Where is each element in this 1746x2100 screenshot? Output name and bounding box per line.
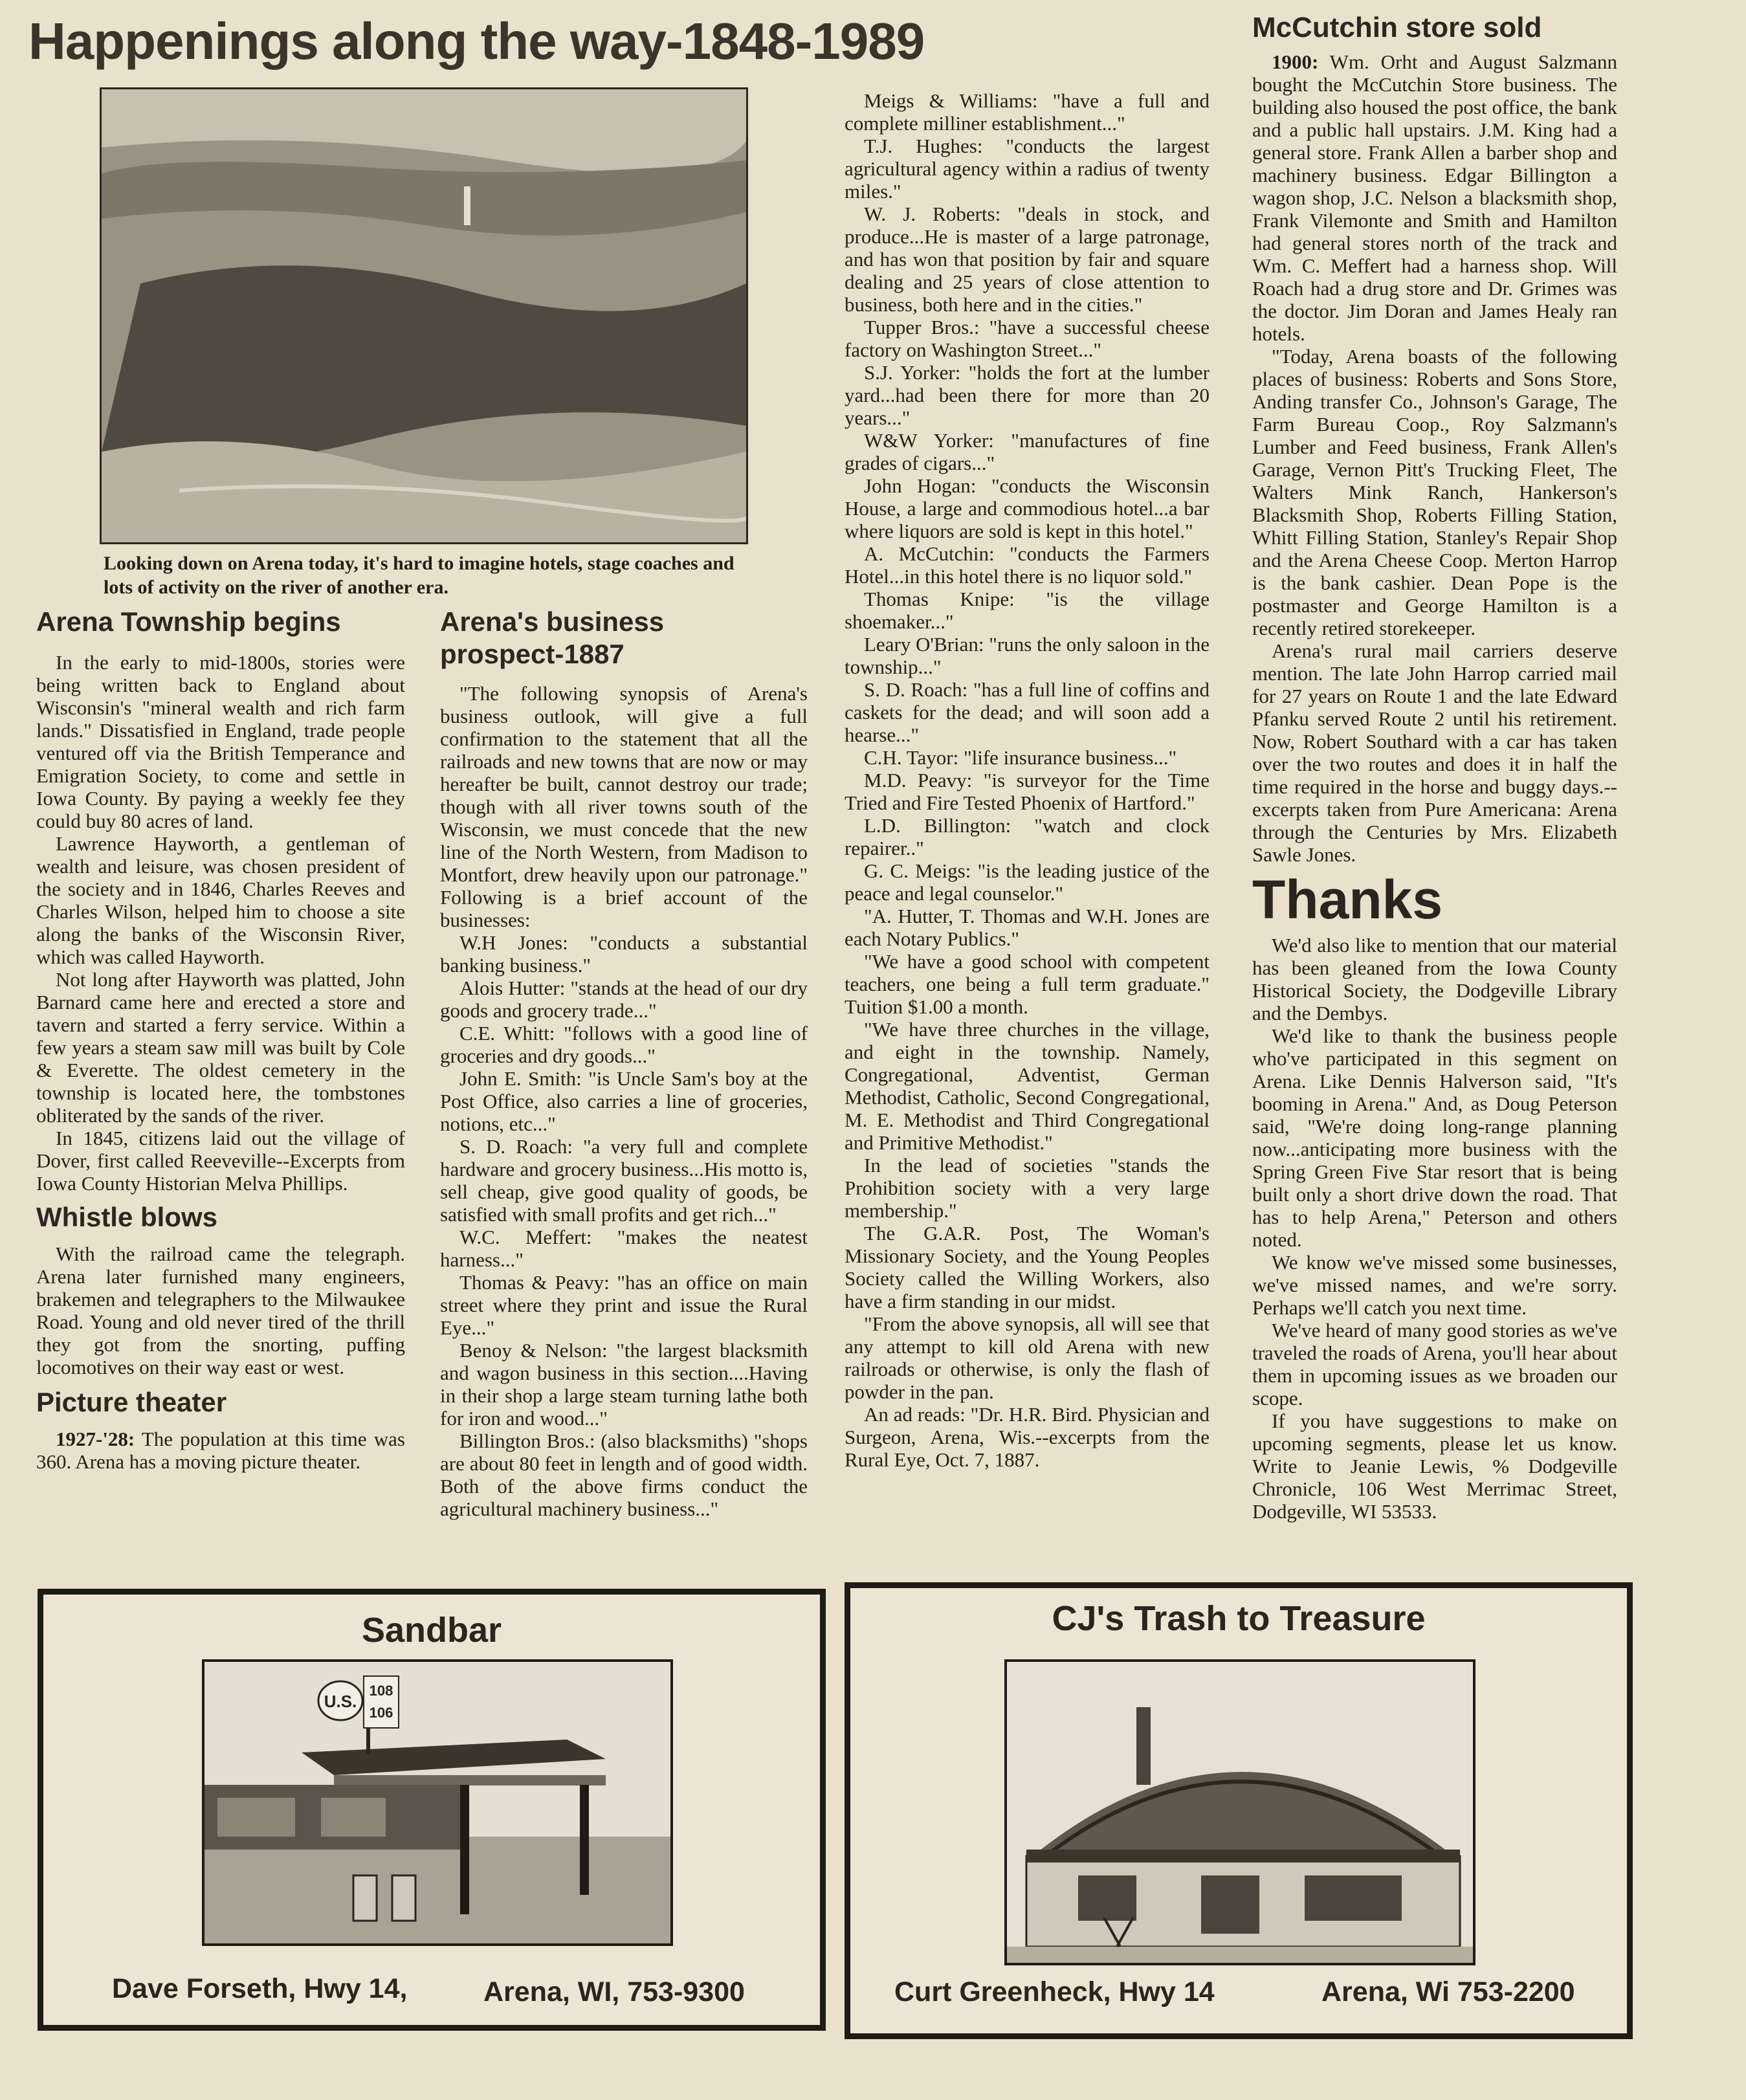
sign-brand: U.S.: [324, 1692, 357, 1711]
sign-price-2: 106: [369, 1705, 393, 1721]
ad-cjs-right: Arena, Wi 753-2200: [1321, 1976, 1575, 2007]
township-heading: Arena Township begins: [36, 606, 341, 637]
photo-caption: Looking down on Arena today, it's hard to imagine hotels, stage coaches and lots of activity on the river of another era.: [104, 553, 735, 598]
picture-text: The population at this time was 360. Arena has a moving picture theater.: [36, 1428, 405, 1473]
mccutchin-paragraph: Arena's rural mail carriers deserve mention. The late John Harrop carried mail for 27 years on Route 1 and the late Edward Pfanku served Route 2 until his retirement. Now, Robert Southard with a car has taken over the two routes and does it in half the time required in the horse and buggy days.--excerpts taken from Pure Americana: Arena through the Centuries by Mrs. Elizabeth Sawle Jones.: [1252, 639, 1617, 866]
thanks-paragraph: We'd like to thank the business people who've participated in this segment on Arena. Like Dennis Halverson said, "It's booming in Arena." And, as Doug Peterson said, "We're doing long-range planning now...anticipating more business with the Spring Green Five Star resort that is being built only a short drive down the road. That has to help Arena," Peterson and others noted.: [1252, 1024, 1617, 1251]
column3-body: [845, 89, 1210, 1471]
whistle-body: [36, 1243, 405, 1378]
column3-paragraph: "We have three churches in the village, and eight in the township. Namely, Congregational, Adventist, German Methodist, Catholic, Second Congregational, M. E. Methodist and Third Congregational and Primitive Methodist.": [845, 1018, 1210, 1154]
business-paragraph: Alois Hutter: "stands at the head of our dry goods and grocery trade...": [440, 977, 808, 1022]
thanks-paragraph: If you have suggestions to make on upcoming segments, please let us know. Write to Jeanie Lewis, % Dodgeville Chronicle, 106 West Merrimac Street, Dodgeville, WI 53533.: [1252, 1409, 1617, 1523]
business-paragraph: S. D. Roach: "a very full and complete hardware and grocery business...His motto is, sell cheap, give good quality of goods, be satisfied with small profits and get rich...": [440, 1135, 808, 1226]
column3-paragraph: An ad reads: "Dr. H.R. Bird. Physician and Surgeon, Arena, Wis.--excerpts from the Rural Eye, Oct. 7, 1887.: [845, 1403, 1210, 1471]
picture-body: [36, 1428, 405, 1473]
business-paragraph: "The following synopsis of Arena's business outlook, will give a full confirmation to the statement that all the railroads and new towns that are now or may hereafter be built, cannot destroy our trade; though with all river towns south of the Wisconsin, we must concede that the new line of the North Western, from Madison to Montfort, drew heavily upon our patronage." Following is a brief account of the businesses:: [440, 682, 808, 931]
business-paragraph: C.E. Whitt: "follows with a good line of groceries and dry goods...": [440, 1022, 808, 1067]
column3-paragraph: Thomas Knipe: "is the village shoemaker...": [845, 588, 1210, 633]
township-paragraph: Lawrence Hayworth, a gentleman of wealth and leisure, was chosen president of the society and in 1846, Charles Reeves and Charles Wilson, helped him to choose a site along the banks of the Wisconsin River, which was called Hayworth.: [36, 832, 405, 968]
business-paragraph: Billington Bros.: (also blacksmiths) "shops are about 80 feet in length and of good width. Both of the above firms conduct the agricultural machinery business...": [440, 1430, 808, 1520]
column3-paragraph: The G.A.R. Post, The Woman's Missionary Society, and the Young Peoples Society called the Willing Workers, also have a firm standing in our midst.: [845, 1222, 1210, 1312]
column3-paragraph: "A. Hutter, T. Thomas and W.H. Jones are each Notary Publics.": [845, 905, 1210, 950]
column-business-continued: [845, 89, 1210, 1471]
ad-cjs-photo: [1004, 1659, 1475, 1965]
thanks-paragraph: We've heard of many good stories as we've traveled the roads of Arena, you'll hear about them in upcoming issues as we broaden our scope.: [1252, 1319, 1617, 1409]
whistle-paragraph: With the railroad came the telegraph. Arena later furnished many engineers, brakemen and telegraphers to the Milwaukee Road. Young and old never tired of the thrill they got from the snorting, puffing locomotives on their way east or west.: [36, 1243, 405, 1378]
business-paragraph: W.C. Meffert: "makes the neatest harness...": [440, 1226, 808, 1271]
column3-paragraph: T.J. Hughes: "conducts the largest agricultural agency within a radius of twenty miles.": [845, 135, 1210, 203]
column3-paragraph: S.J. Yorker: "holds the fort at the lumber yard...had been there for more than 20 years...": [845, 361, 1210, 429]
barn-store-art: [1007, 1662, 1473, 1963]
mccutchin-paragraph: "Today, Arena boasts of the following places of business: Roberts and Sons Store, Anding transfer Co., Johnson's Garage, The Farm Bureau Coop., Roy Salzmann's Lumber and Feed business, Frank Allen's Garage, Vernon Pitt's Trucking Fleet, The Walters Mink Ranch, Hankerson's Blacksmith Shop, Roberts Filling Station, Whitt Filling Station, Stanley's Repair Shop and the Arena Cheese Coop. Merton Harrop is the bank cashier. Dean Pope is the postmaster and George Hamilton is a recently retired storekeeper.: [1252, 345, 1617, 639]
whistle-heading: Whistle blows: [36, 1202, 218, 1232]
thanks-paragraph: We know we've missed some businesses, we've missed names, and we're sorry. Perhaps we'll catch you next time.: [1252, 1251, 1617, 1319]
column3-paragraph: W&W Yorker: "manufactures of fine grades of cigars...": [845, 429, 1210, 474]
business-paragraph: W.H Jones: "conducts a substantial banking business.": [440, 931, 808, 977]
business-paragraph: Benoy & Nelson: "the largest blacksmith and wagon business in this section....Having in their shop a large steam turning lathe both for iron and wood...": [440, 1339, 808, 1430]
column3-paragraph: In the lead of societies "stands the Prohibition society with a very large membership.": [845, 1154, 1210, 1222]
column3-paragraph: "We have a good school with competent teachers, one being a full term graduate." Tuition $1.00 a month.: [845, 950, 1210, 1018]
ad-sandbar-left: Dave Forseth, Hwy 14,: [112, 1973, 408, 2004]
column3-paragraph: Leary O'Brian: "runs the only saloon in the township...": [845, 633, 1210, 678]
aerial-photo: [100, 87, 748, 544]
business-heading: Arena's business prospect-1887: [440, 606, 665, 669]
ad-sandbar-photo: [202, 1659, 673, 1946]
mccutchin-heading: McCutchin store sold: [1252, 12, 1542, 43]
column3-paragraph: A. McCutchin: "conducts the Farmers Hotel...in this hotel there is no liquor sold.": [845, 542, 1210, 588]
thanks-paragraph: We'd also like to mention that our material has been gleaned from the Iowa County Historical Society, the Dodgeville Library and the Dembys.: [1252, 934, 1617, 1024]
ad-sandbar-title: Sandbar: [361, 1611, 502, 1650]
picture-heading: Picture theater: [36, 1387, 227, 1417]
aerial-photo-art: [102, 89, 746, 542]
mccutchin-first: Wm. Orht and August Salzmann bought the McCutchin Store business. The building also housed the post office, the bank and a public hall upstairs. J.M. King had a general store. Frank Allen a barber shop and machinery business. Edgar Billington a wagon shop, J.C. Nelson a blacksmith shop, Frank Vilemonte and Smith and Hamilton had general stores north of the track and Wm. C. Meffert had a harness shop. Will Roach had a drug store and Dr. Grimes was the doctor. Jim Doran and James Healy ran hotels.: [1252, 50, 1617, 345]
mccutchin-body: [1252, 50, 1617, 866]
sign-price-1: 108: [369, 1683, 393, 1699]
ad-cjs-left: Curt Greenheck, Hwy 14: [894, 1976, 1215, 2007]
column3-paragraph: W. J. Roberts: "deals in stock, and produce...He is master of a large patronage, and has won that position by fair and square dealing and 25 years of close attention to business, both here and in the cities.": [845, 203, 1210, 316]
column3-paragraph: Meigs & Williams: "have a full and complete milliner establishment...": [845, 89, 1210, 135]
business-paragraph: Thomas & Peavy: "has an office on main street where they print and issue the Rural Eye...": [440, 1271, 808, 1339]
township-body: [36, 651, 405, 1195]
ad-sandbar-right: Arena, WI, 753-9300: [483, 1976, 745, 2007]
column-business: [440, 606, 808, 1520]
column-township: [36, 606, 405, 1473]
ad-cjs-title: CJ's Trash to Treasure: [1052, 1599, 1426, 1638]
column-mccutchin: [1252, 12, 1617, 1523]
column3-paragraph: G. C. Meigs: "is the leading justice of the peace and legal counselor.": [845, 859, 1210, 905]
column3-paragraph: John Hogan: "conducts the Wisconsin House, a large and commodious hotel...a bar where liquors are sold is kept in this hotel.": [845, 474, 1210, 542]
thanks-heading: Thanks: [1252, 869, 1443, 930]
column3-paragraph: C.H. Tayor: "life insurance business...": [864, 746, 1177, 769]
gas-station-art: [204, 1662, 670, 1943]
business-paragraph: John E. Smith: "is Uncle Sam's boy at the Post Office, also carries a line of groceries, notions, etc...": [440, 1067, 808, 1135]
thanks-body: [1252, 934, 1617, 1523]
column3-paragraph: Tupper Bros.: "have a successful cheese factory on Washington Street...": [845, 316, 1210, 361]
ad-cjs: [845, 1582, 1633, 2039]
township-paragraph: In the early to mid-1800s, stories were being written back to England about Wisconsin's "mineral wealth and rich farm lands." Dissatisfied in England, trade people ventured off via the British Temperance and Emigration Society, to come and settle in Iowa County. By paying a weekly fee they could buy 80 acres of land.: [36, 651, 405, 832]
column3-paragraph: L.D. Billington: "watch and clock repairer..": [845, 814, 1210, 859]
column3-paragraph: M.D. Peavy: "is surveyor for the Time Tried and Fire Tested Phoenix of Hartford.": [845, 769, 1210, 814]
page-headline: Happenings along the way-1848-1989: [28, 12, 925, 70]
picture-date: 1927-'28:: [56, 1428, 135, 1450]
township-paragraph: In 1845, citizens laid out the village of Dover, first called Reeveville--Excerpts from Iowa County Historian Melva Phillips.: [36, 1127, 405, 1195]
column3-paragraph: "From the above synopsis, all will see that any attempt to kill old Arena with new railroads or otherwise, is only the flash of powder in the pan.: [845, 1312, 1210, 1403]
mccutchin-date: 1900:: [1272, 50, 1319, 73]
township-paragraph: Not long after Hayworth was platted, John Barnard came here and erected a store and tavern and started a ferry service. Within a few years a steam saw mill was built by Cole & Everette. The oldest cemetery in the township is located here, the tombstones obliterated by the sands of the river.: [36, 968, 405, 1127]
column3-paragraph: S. D. Roach: "has a full line of coffins and caskets for the dead; and will soon add a hearse...": [845, 678, 1210, 746]
ad-sandbar: [38, 1589, 826, 2031]
business-body: [440, 682, 808, 1520]
